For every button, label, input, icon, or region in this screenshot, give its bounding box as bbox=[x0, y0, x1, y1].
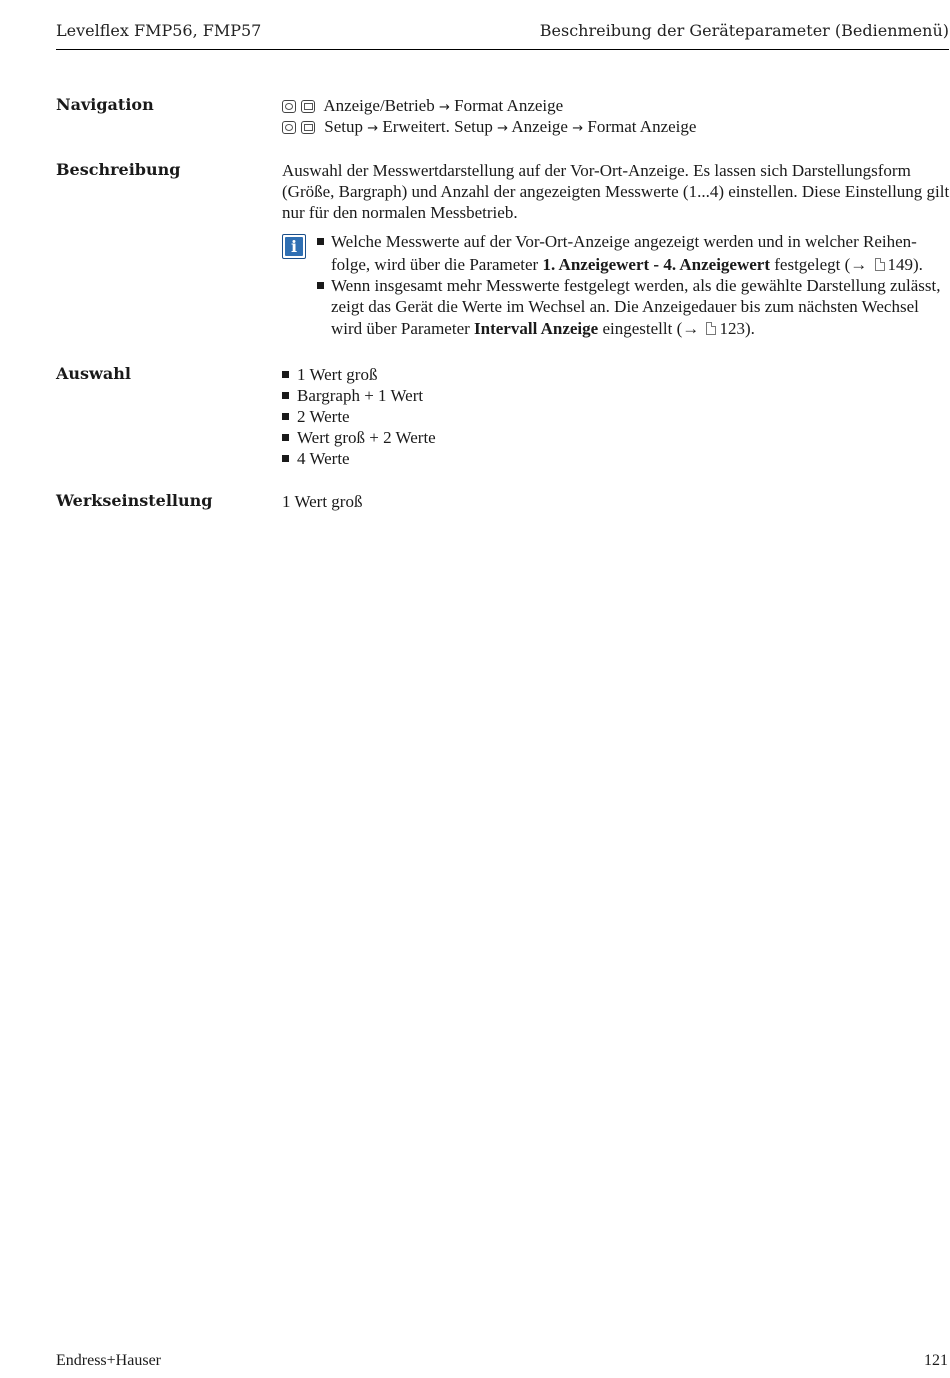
page-number: 121 bbox=[924, 1352, 948, 1369]
nav-step: Setup bbox=[324, 117, 363, 136]
display-icon bbox=[301, 100, 315, 113]
navigation-path-1 bbox=[282, 95, 950, 116]
navigation-path-2 bbox=[282, 116, 950, 137]
footer-company: Endress+Hauser bbox=[56, 1352, 161, 1369]
nav-step: Anzeige bbox=[511, 117, 568, 136]
list-item bbox=[282, 406, 950, 427]
parameter-name: 1. Anzeigewert - 4. Anzeigewert bbox=[542, 255, 771, 274]
page-ref-icon bbox=[875, 258, 885, 271]
header-product-name: Levelflex FMP56, FMP57 bbox=[56, 21, 262, 40]
bullet-icon bbox=[282, 413, 289, 420]
note-text: wird über Parameter bbox=[331, 319, 475, 338]
header-divider bbox=[56, 49, 949, 50]
nav-step: Format Anzeige bbox=[454, 96, 564, 115]
display-icon bbox=[301, 121, 315, 134]
bullet-icon bbox=[317, 238, 324, 245]
note-line: Welche Messwerte auf der Vor-Ort-Anzeige angezeigt werden und in welcher Reihen- bbox=[331, 232, 917, 251]
arrow-right-icon: → bbox=[438, 100, 450, 115]
info-note bbox=[282, 231, 950, 343]
note-line bbox=[331, 318, 949, 339]
bullet-icon bbox=[282, 455, 289, 462]
list-item bbox=[282, 385, 950, 406]
list-item bbox=[282, 427, 950, 448]
note-text: folge, wird über die Parameter bbox=[331, 255, 543, 274]
bullet-icon bbox=[282, 392, 289, 399]
navigation-label: Navigation bbox=[56, 95, 154, 114]
beschreibung-label: Beschreibung bbox=[56, 160, 181, 179]
list-item bbox=[317, 275, 949, 339]
beschreibung-text bbox=[282, 160, 950, 223]
info-icon-letter: i bbox=[285, 237, 303, 256]
note-text: eingestellt (→ bbox=[598, 319, 704, 338]
bullet-icon bbox=[282, 371, 289, 378]
nav-step: Anzeige/Betrieb bbox=[323, 96, 435, 115]
info-note-list bbox=[317, 231, 949, 339]
list-item bbox=[282, 448, 950, 469]
parameter-name: Intervall Anzeige bbox=[474, 319, 599, 338]
option-text: Bargraph + 1 Wert bbox=[297, 386, 424, 405]
list-item bbox=[282, 364, 950, 385]
page-reference[interactable]: 123 bbox=[719, 319, 745, 338]
werkseinstellung-value: 1 Wert groß bbox=[282, 492, 363, 511]
bullet-icon bbox=[317, 282, 324, 289]
auswahl-options bbox=[282, 364, 950, 469]
operation-display-icon bbox=[282, 121, 296, 134]
page-reference[interactable]: 149 bbox=[887, 255, 914, 274]
list-item bbox=[317, 231, 949, 275]
note-text: ). bbox=[744, 319, 755, 338]
description-line: (Größe, Bargraph) und Anzahl der angezeigten Messwerte (1...4) einstellen. Diese Einstellung gilt bbox=[282, 182, 950, 201]
navigation-paths bbox=[282, 95, 950, 137]
info-icon bbox=[282, 234, 306, 259]
auswahl-label: Auswahl bbox=[56, 364, 131, 383]
header-section-title: Beschreibung der Geräteparameter (Bedienmenü) bbox=[539, 21, 949, 40]
bullet-icon bbox=[282, 434, 289, 441]
arrow-right-icon: → bbox=[497, 121, 509, 136]
option-text: 2 Werte bbox=[297, 407, 350, 426]
nav-step: Erweitert. Setup bbox=[382, 117, 493, 136]
operation-display-icon bbox=[282, 100, 296, 113]
description-line: nur für den normalen Messbetrieb. bbox=[282, 203, 518, 222]
arrow-right-icon: → bbox=[572, 121, 584, 136]
option-text: Wert groß + 2 Werte bbox=[297, 428, 436, 447]
description-line: Auswahl der Messwertdarstellung auf der Vor-Ort-Anzeige. Es lassen sich Darstellungsform bbox=[282, 161, 911, 180]
note-text: festgelegt (→ bbox=[770, 255, 872, 274]
option-text: 4 Werte bbox=[297, 449, 350, 468]
werkseinstellung-label: Werkseinstellung bbox=[56, 491, 213, 510]
note-line bbox=[331, 254, 949, 275]
arrow-right-icon: → bbox=[367, 121, 379, 136]
note-line: zeigt das Gerät die Werte im Wechsel an. Die Anzeigedauer bis zum nächsten Wechsel bbox=[331, 297, 919, 316]
nav-step: Format Anzeige bbox=[587, 117, 697, 136]
option-text: 1 Wert groß bbox=[297, 365, 378, 384]
note-text: ). bbox=[913, 255, 923, 274]
page-ref-icon bbox=[706, 322, 716, 335]
note-line: Wenn insgesamt mehr Messwerte festgelegt werden, als die gewählte Darstellung zulässt, bbox=[331, 276, 941, 295]
